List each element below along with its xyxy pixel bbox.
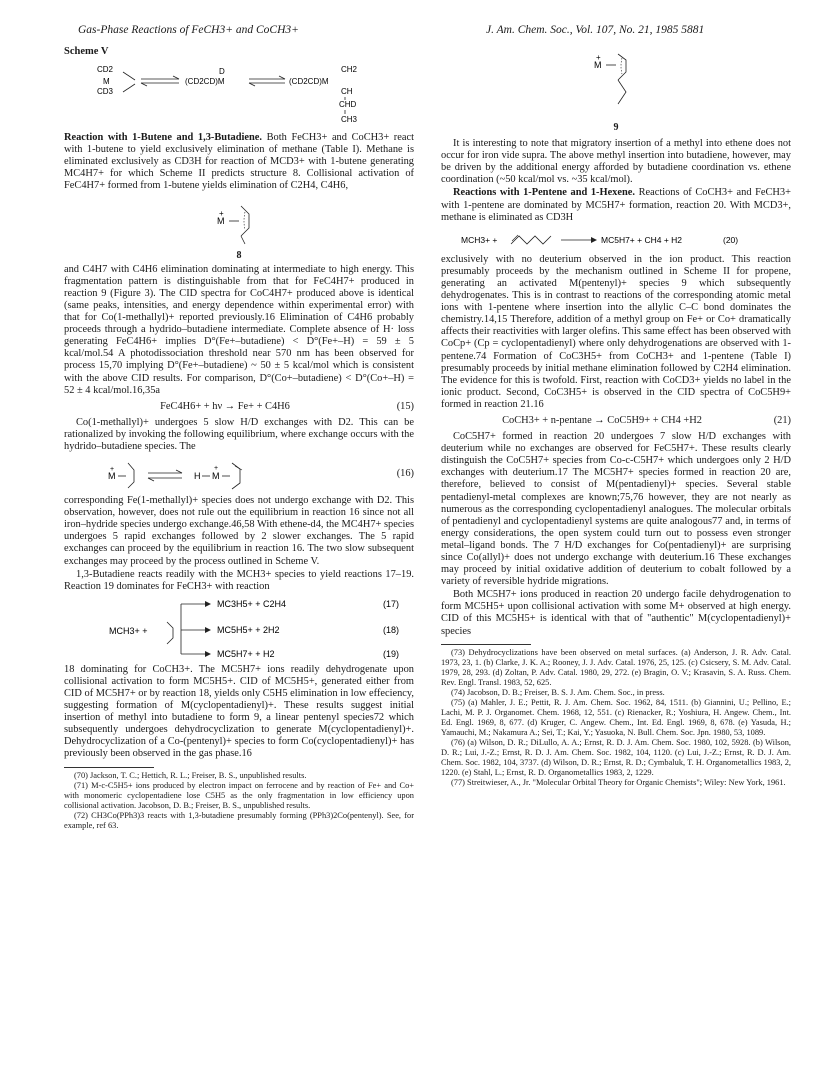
footnote: (73) Dehydrocyclizations have been observed on metal surfaces. (a) Anderson, J. R. Adv. Catal. 1973, 23, 1. (b) Clarke, J. K. A.; Rooney, J. J. Adv. Catal. 1976, 25, 125. (c) Csicsery, S. M. Adv. Catal. 1979, 28, 293. (d) Zoltan, P. Adv. Catal. 1980, 29, 272. (e) Bragin, O. V.; Krasavin, S. A. Russ. Chem. Rev. Engl. Transl. 1983, 52, 625.: [441, 647, 791, 687]
paragraph: CoC5H7+ formed in reaction 20 undergoes 7 slow H/D exchanges with deuterium while no exchanges are observed for FeC5H7+. These results clearly distinguish the CoC5H7+ species from Co-c-C5H7+ which undergoes only 2 H/D exchanges with deuterium.17 The MC5H7+ species formed in reaction 20 are, therefore, believed to consist of M(pentadienyl)+ species. Several stable pentadienyl-metal complexes are known;75,76 however, they are not nearly as numerous as the corresponding cyclopentadienyl analogues. The molecular orbitals of pentadienyl and cyclopentadienyl systems are quite analogous77 and, in terms of energy considerations, the open system could turn out to possess even stronger metal–ligand bonds. The 7 H/D exchanges for Co(pentadienyl)+ are surprising since Co(allyl)+ does not undergo exchange with deuterium.16 These exchanges may proceed by initial oxidative addition of deuterium to cobalt followed by a variety of reversible hydride migrations.: [441, 431, 791, 588]
structure-9-figure: [586, 46, 646, 122]
scheme-label: CH3: [341, 115, 358, 125]
paragraph: Co(1-methallyl)+ undergoes 5 slow H/D exchanges with D2. This can be rationalized by invoking the following equilibrium, where exchange occurs with the hydrido–butadiene species. The: [64, 416, 414, 452]
paragraph: 18 dominating for CoCH3+. The MC5H7+ ions readily dehydrogenate upon collisional activation to form MC5H5+. CID of MC5H5+, generated either from CID of MC5H7+ or by reaction 18, yields only C5H5 elimination in low effeciency, suggesting formation of M(cyclopentadienyl)+. These results suggest initial insertion of methyl into butadiene to form 9, a linear pentenyl species72 which subsequently undergoes dehydrocyclization to generate M(cyclopentadienyl)+. Dehydrocyclization of a Co-(pentenyl)+ species to form Co(cyclopentadienyl)+ has previously been observed in the gas phase.16: [64, 663, 414, 760]
paragraph: and C4H7 with C4H6 elimination dominating at intermediate to high energy. This fragmentation pattern is distinguishable from that for FeC4H7+ produced in reaction 9 (Figure 3). The CID spectra for CoC4H7+ produced above is identical (same peaks, intensities, and energy dependence within experimental error) with that for Co(1-methallyl)+ reported previously.16 Elimination of C4H6 probably proceeds through a hydrido–butadiene intermediate. Complete absence of H· loss generating FeC4H6+ implies D°(Fe+–butadiene) < D°(Fe+–H) = 59 ± 5 kcal/mol.54 A photodissociation threshold near 570 nm has been observed for process 15,70 implying D°(Fe+–butadiene) ~ 50 ± 5 kcal/mol which is consistent with the above CID results. For comparison, D°(Co+–butadiene) < D°(Co+–H) = 52 ± 4 kcal/mol.16,35a: [64, 263, 414, 396]
product-label: MC5H5+ + 2H2: [217, 624, 280, 635]
paragraph-text: Both FeCH3+ and CoCH3+ react with 1-butene to yield exclusively elimination of methane (Table I). Methane is eliminated exclusively as CD3H for reaction of MCD3+ with 1-butene generating MC4H7+ for which Scheme II predicts structure 8. Collisional activation of FeC4H7+ formed from 1-butene yields elimination of C2H4, C4H6,: [64, 132, 414, 192]
running-title: Gas-Phase Reactions of FeCH3+ and CoCH3+: [78, 24, 299, 36]
metal-label: M: [108, 471, 116, 482]
journal-citation: J. Am. Chem. Soc., Vol. 107, No. 21, 1985 5881: [486, 24, 705, 36]
structure-label: 9: [613, 122, 619, 133]
section-heading: Reactions with 1-Pentene and 1-Hexene.: [453, 187, 635, 199]
hydride-label: H: [194, 471, 201, 482]
scheme-label: CHD: [339, 100, 357, 110]
scheme-v-figure: [89, 62, 389, 128]
scheme-label: D: [219, 67, 225, 77]
equation-number: (15): [396, 400, 414, 412]
footnote: (75) (a) Mahler, J. E.; Pettit, R. J. Am. Chem. Soc. 1962, 84, 1511. (b) Giannini, U.; Pellino, E.; Lachi, M. P. J. Organomet. Chem. 1968, 12, 551. (c) Rienacker, R.; Yoshiura, H. Angew. Chem., Int. Ed. Engl. 1969, 8, 677. (d) Kruger, C. Angew. Chem., Int. Ed. Engl. 1969, 8, 678. (e) Yasuda, H.; Yamauchi, M.; Nakamura A.; Sei, T.; Kai, Y.; Yasuoka, N. Bull. Chem. Soc. Jpn. 1980, 53, 1089.: [441, 697, 791, 737]
equation-number: (16): [396, 468, 414, 480]
paragraph: 1,3-Butadiene reacts readily with the MCH3+ species to yield reactions 17–19. Reaction 19 dominates for FeCH3+ with reaction: [64, 568, 414, 592]
svg-text:+: +: [214, 465, 219, 473]
svg-text:+: +: [219, 208, 224, 218]
product-label: MC3H5+ + C2H4: [217, 598, 287, 609]
scheme-label: (CD2CD)M: [289, 77, 329, 87]
equation-number: (18): [383, 624, 400, 635]
reactant-label: MCH3+ +: [461, 234, 498, 245]
paragraph: exclusively with no deuterium observed in the ion product. This reaction presumably proceeds by the mechanism outlined in Scheme II for propene, generating an activated M(pentenyl)+ species 9 which subsequently dehydrogenates. This is in contrast to reactions of the corresponding atomic metal ions with 1-pentene where insertion into the allylic C–C bond dominates the chemistry.14,15 Therefore, addition of a methyl group on Fe+ or Co+ dramatically affects their reactivities with larger olefins. This same effect has been observed with CoCp+ (Cp = cyclopentadienyl) where only dehydrogenations are observed with 1-pentene.74 Formation of CoC3H5+ from CoCH3+ and 1-pentene (Table I) presumably proceeds by initial methane elimination followed by C2H4 elimination. The evidence for this is twofold. First, reaction with CoCD3+ yields no label in the ionic product. Second, CoC3H5+ is observed in the CID spectra of CoC5H9+ formed in reaction 21.16: [441, 253, 791, 410]
right-column: [441, 46, 791, 788]
metal-label: M: [212, 471, 220, 482]
footnote: (76) (a) Wilson, D. R.; DiLullo, A. A.; Ernst, R. D. J. Am. Chem. Soc. 1980, 102, 5928. (b) Wilson, D. R.; Lui, J.-Z.; Ernst, R. D. J. Am. Chem. Soc. 1982, 104, 1120. (c) Lui, J.-Z.; Ernst, R. D. J. Am. Chem. Soc. 1982, 104, 3737. (d) Wilson, D. R.; Ernst, R. D.; Cymbaluk, T. H. Organometallics 1983, 2, 1220. (e) Stahl, L.; Ernst, R. D. Organometallics 1983, 2, 1229.: [441, 737, 791, 777]
scheme-label: CH2: [341, 65, 358, 75]
paragraph: [441, 187, 791, 223]
scheme-label: CH: [341, 87, 353, 97]
scheme-label: CD2: [97, 65, 114, 75]
paragraph: corresponding Fe(1-methallyl)+ species does not undergo exchange with D2. This observation, however, does not rule out the equilibrium in reaction 16 since not all iron–hydride species undergo exchange.46,58 With ethene-d4, the MC4H7+ species undergoes 5 rapid exchanges followed by 2 slower exchanges. The 5 rapid exchanges can proceed by the equilibrium in reaction 16. The two slow subsequent exchanges may proceed by the process outlined in Scheme V.: [64, 495, 414, 567]
paragraph: Both MC5H7+ ions produced in reaction 20 undergo facile dehydrogenation to form MC5H5+ upon collisional activation with some M+ observed at high energy. CID of this MC5H5+ is identical with that of "authentic" M(cyclopentadienyl)+ species: [441, 589, 791, 637]
reactions-17-19-figure: [69, 594, 409, 664]
equation-text: FeC4H6+ + hν → Fe+ + C4H6: [160, 400, 290, 412]
paragraph: It is interesting to note that migratory insertion of a methyl into ethene does not occur for iron vide supra. The above methyl insertion into butadiene, however, may be driven by the additional energy afforded by butadiene coordination vs. ethene coordination (~50 kcal/mol vs. ~35 kcal/mol).: [441, 138, 791, 186]
scheme-title: Scheme V: [64, 46, 109, 57]
product-label: MC5H7+ + CH4 + H2: [601, 234, 683, 245]
footnote: (77) Streitwieser, A., Jr. "Molecular Orbital Theory for Organic Chemists"; Wiley: New York, 1961.: [451, 777, 786, 787]
reactant-label: MCH3+ +: [109, 625, 148, 636]
equation-number: (21): [773, 414, 791, 426]
equation-21: [441, 415, 791, 427]
equilibrium-figure: [104, 457, 264, 491]
equation-16: [64, 457, 414, 491]
footnote-divider: [64, 767, 154, 768]
paragraph-text: Reactions of CoCH3+ and FeCH3+ with 1-pentene are dominated by MC5H7+ formation, reaction 20. With MCD3+, methane is eliminated as CD3H: [441, 187, 791, 223]
svg-text:M: M: [594, 60, 602, 70]
footnote: (74) Jacobson, D. B.; Freiser, B. S. J. Am. Chem. Soc., in press.: [451, 687, 665, 697]
scheme-label: CD3: [97, 87, 114, 97]
equation-number: (20): [723, 234, 739, 245]
equation-15: [64, 401, 414, 413]
section-heading: Reaction with 1-Butene and 1,3-Butadiene.: [64, 132, 262, 144]
product-label: MC5H7+ + H2: [217, 648, 275, 659]
equation-text: CoCH3+ + n-pentane → CoC5H9+ + CH4 +H2: [502, 414, 702, 426]
equation-20: [441, 228, 791, 250]
reaction-20-figure: [441, 228, 751, 250]
scheme-label: (CD2CD)M: [185, 77, 225, 87]
scheme-label: M: [103, 77, 110, 87]
svg-text:M: M: [217, 215, 225, 226]
footnote: (72) CH3Co(PPh3)3 reacts with 1,3-butadiene presumably forming (PPh3)2Co(pentenyl). See, for example, ref 63.: [64, 810, 414, 830]
structure-8-figure: [209, 194, 269, 250]
left-column: [64, 46, 414, 831]
svg-text:+: +: [110, 466, 115, 474]
paragraph: [64, 132, 414, 192]
svg-text:+: +: [596, 53, 601, 62]
equation-number: (17): [383, 598, 400, 609]
equation-number: (19): [383, 648, 400, 659]
footnote-divider: [441, 644, 531, 645]
footnote: (70) Jackson, T. C.; Hettich, R. L.; Freiser, B. S., unpublished results.: [74, 770, 307, 780]
structure-label: 8: [236, 249, 242, 261]
footnote: (71) M-c-C5H5+ ions produced by electron impact on ferrocene and by reaction of Fe+ and Co+ with monomeric cyclopentadiene lose C5H5 as the only fragmentation in low efficiency upon collisional activation. Jacobson, D. B.; Freiser, B. S., unpublished results.: [64, 780, 414, 810]
